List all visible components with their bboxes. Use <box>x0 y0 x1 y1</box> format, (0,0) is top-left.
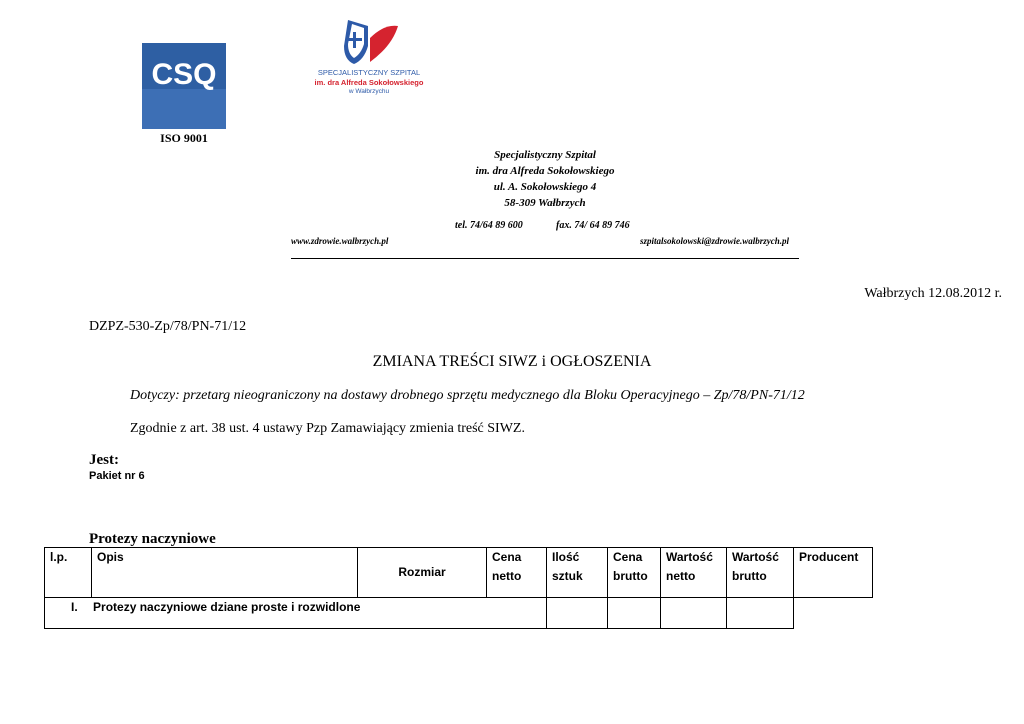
row-description: Protezy naczyniowe dziane proste i rozwidlone <box>93 600 361 614</box>
table-row <box>45 598 873 629</box>
header-producent <box>794 548 873 598</box>
header-wartosc-netto-line1: Wartość <box>666 550 713 564</box>
phone-number: tel. 74/64 89 600 <box>455 220 523 231</box>
hospital-emblem-icon <box>304 16 434 68</box>
package-label: Pakiet nr 6 <box>89 470 145 482</box>
header-wartosc-brutto <box>727 548 794 598</box>
row-description-cell <box>45 598 547 629</box>
header-ilosc-line1: Ilość <box>552 550 580 564</box>
header-lp-label: l.p. <box>50 550 68 564</box>
hospital-logo-line2: im. dra Alfreda Sokołowskiego <box>314 78 424 87</box>
address-line2: im. dra Alfreda Sokołowskiego <box>475 165 615 177</box>
header-cena-brutto-line1: Cena <box>613 550 643 564</box>
header-opis-label: Opis <box>97 550 124 564</box>
header-wartosc-brutto-line1: Wartość <box>732 550 779 564</box>
fax-number: fax. 74/ 64 89 746 <box>556 220 630 231</box>
website-link[interactable]: www.zdrowie.walbrzych.pl <box>291 236 389 246</box>
header-rozmiar <box>358 548 487 598</box>
document-date: Wałbrzych 12.08.2012 r. <box>864 286 1002 301</box>
address-line3: ul. A. Sokołowskiego 4 <box>493 181 597 193</box>
header-ilosc <box>547 548 608 598</box>
email-link[interactable]: szpitalsokolowski@zdrowie.walbrzych.pl <box>640 236 790 246</box>
header-cena-brutto-line2: brutto <box>613 569 648 583</box>
row-number: I. <box>71 600 78 614</box>
header-wartosc-brutto-line2: brutto <box>732 569 767 583</box>
header-cena-netto-line1: Cena <box>492 550 522 564</box>
price-table <box>44 547 873 629</box>
row-cena-brutto-cell <box>547 598 608 629</box>
hospital-logo-line1: SPECJALISTYCZNY SZPITAL <box>317 68 421 77</box>
statement-line: Zgodnie z art. 38 ust. 4 ustawy Pzp Zamawiający zmienia treść SIWZ. <box>130 421 525 436</box>
header-wartosc-netto-line2: netto <box>666 569 696 583</box>
row-producent-cell <box>727 598 794 629</box>
row-wartosc-netto-cell <box>608 598 661 629</box>
header-cena-brutto <box>608 548 661 598</box>
header-cena-netto <box>487 548 547 598</box>
jest-label: Jest: <box>89 452 119 468</box>
section-title: Protezy naczyniowe <box>89 531 216 547</box>
iso-label: ISO 9001 <box>160 131 208 145</box>
address-line1: Specjalistyczny Szpital <box>494 149 596 161</box>
document-reference: DZPZ-530-Zp/78/PN-71/12 <box>89 319 247 334</box>
address-line4: 58-309 Wałbrzych <box>504 197 586 209</box>
row-wartosc-brutto-cell <box>661 598 727 629</box>
header-wartosc-netto <box>661 548 727 598</box>
csq-logo-text: CSQ <box>151 58 217 91</box>
hospital-logo-line3: w Wałbrzychu <box>348 88 390 95</box>
header-rozmiar-label: Rozmiar <box>398 565 446 579</box>
header-lp <box>45 548 92 598</box>
csq-logo-graphic <box>142 43 226 129</box>
header-ilosc-line2: sztuk <box>552 569 583 583</box>
concerns-line: Dotyczy: przetarg nieograniczony na dostawy drobnego sprzętu medycznego dla Bloku Operacyjnego – Zp/78/PN-71/12 <box>130 388 805 403</box>
header-opis <box>92 548 358 598</box>
csq-logo <box>142 43 226 129</box>
header-cena-netto-line2: netto <box>492 569 522 583</box>
document-title: ZMIANA TREŚCI SIWZ i OGŁOSZENIA <box>372 353 652 370</box>
table-header-row <box>45 548 873 598</box>
header-producent-label: Producent <box>799 550 859 564</box>
header-divider <box>291 258 799 259</box>
